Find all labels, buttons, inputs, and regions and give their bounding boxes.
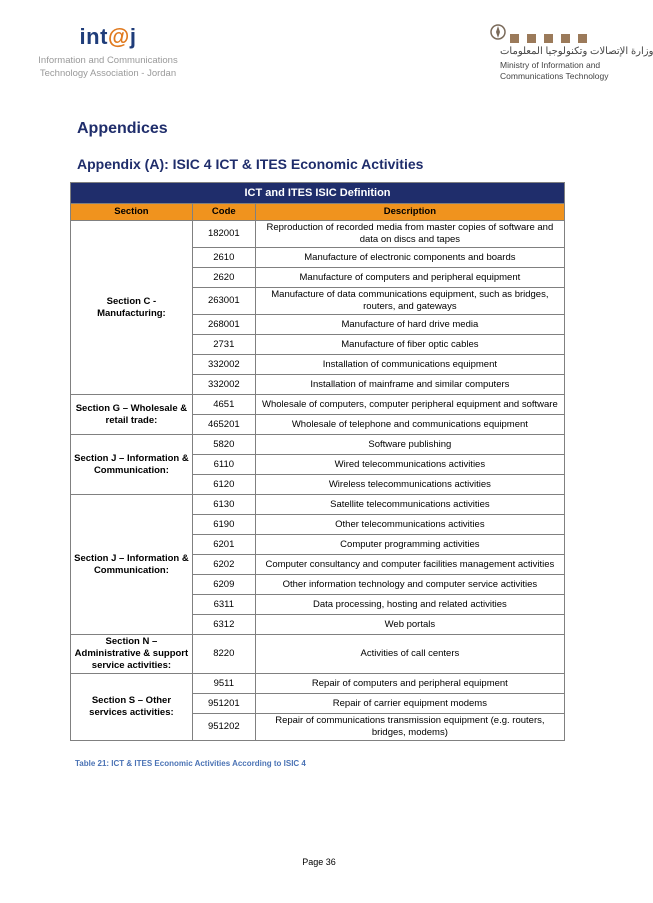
description-cell: Manufacture of computers and peripheral equipment [255,268,564,288]
ministry-name-line-1: Ministry of Information and [500,60,601,70]
code-cell: 8220 [192,635,255,674]
description-cell: Repair of carrier equipment modems [255,694,564,714]
table-row [71,635,565,674]
ministry-name-english [500,60,609,82]
code-cell: 332002 [192,355,255,375]
column-header-code: Code [192,204,255,221]
table-caption: Table 21: ICT & ITES Economic Activities According to ISIC 4 [75,759,306,768]
description-cell: Installation of mainframe and similar computers [255,375,564,395]
description-cell: Computer programming activities [255,535,564,555]
description-cell: Other telecommunications activities [255,515,564,535]
code-cell: 6311 [192,595,255,615]
description-cell: Manufacture of electronic components and boards [255,248,564,268]
table-row [71,674,565,694]
description-cell: Installation of communications equipment [255,355,564,375]
code-cell: 9511 [192,674,255,694]
code-cell: 2620 [192,268,255,288]
code-cell: 4651 [192,395,255,415]
page-title: Appendices [77,120,168,137]
logo-tagline-line-1: Information and Communications [38,55,178,66]
section-cell: Section G – Wholesale & retail trade: [71,395,193,435]
section-cell: Section N – Administrative & support service activities: [71,635,193,674]
table-row [71,435,565,455]
ministry-name-line-2: Communications Technology [500,71,609,81]
table-body [71,221,565,741]
logo-brand-at: @ [107,24,130,49]
code-cell: 263001 [192,288,255,315]
code-cell: 268001 [192,315,255,335]
page-number: Page 36 [302,857,336,867]
ministry-emblem-icon [488,22,508,42]
logo-brand-prefix: int [79,24,108,49]
intaj-logo [18,24,198,80]
description-cell: Web portals [255,615,564,635]
code-cell: 6120 [192,475,255,495]
section-cell: Section C - Manufacturing: [71,221,193,395]
description-cell: Manufacture of data communications equipment, such as bridges, routers, and gateways [255,288,564,315]
logo-brand [18,24,198,50]
code-cell: 6312 [192,615,255,635]
code-cell: 6130 [192,495,255,515]
logo-tagline [18,54,198,80]
table-row [71,395,565,415]
description-cell: Manufacture of hard drive media [255,315,564,335]
code-cell: 5820 [192,435,255,455]
description-cell: Repair of communications transmission equipment (e.g. routers, bridges, modems) [255,714,564,741]
appendix-heading: Appendix (A): ISIC 4 ICT & ITES Economic Activities [77,156,424,172]
description-cell: Wireless telecommunications activities [255,475,564,495]
table-row [71,495,565,515]
code-cell: 951202 [192,714,255,741]
code-cell: 182001 [192,221,255,248]
description-cell: Wholesale of telephone and communications equipment [255,415,564,435]
column-header-description: Description [255,204,564,221]
logo-brand-suffix: j [129,24,137,49]
code-cell: 6190 [192,515,255,535]
description-cell: Repair of computers and peripheral equipment [255,674,564,694]
description-cell: Activities of call centers [255,635,564,674]
description-cell: Satellite telecommunications activities [255,495,564,515]
code-cell: 2731 [192,335,255,355]
code-cell: 6202 [192,555,255,575]
code-cell: 6110 [192,455,255,475]
description-cell: Data processing, hosting and related activities [255,595,564,615]
code-cell: 465201 [192,415,255,435]
description-cell: Other information technology and computer service activities [255,575,564,595]
description-cell: Wired telecommunications activities [255,455,564,475]
section-cell: Section J – Information & Communication: [71,435,193,495]
code-cell: 6209 [192,575,255,595]
description-cell: Manufacture of fiber optic cables [255,335,564,355]
code-cell: 332002 [192,375,255,395]
isic-table [70,182,565,741]
ministry-name-arabic: وزارة الإتصالات وتكنولوجيا المعلومات [500,46,653,57]
code-cell: 6201 [192,535,255,555]
description-cell: Reproduction of recorded media from master copies of software and data on discs and tapes [255,221,564,248]
section-cell: Section J – Information & Communication: [71,495,193,635]
description-cell: Wholesale of computers, computer peripheral equipment and software [255,395,564,415]
column-header-section: Section [71,204,193,221]
description-cell: Computer consultancy and computer facilities management activities [255,555,564,575]
table-title: ICT and ITES ISIC Definition [71,183,565,204]
code-cell: 951201 [192,694,255,714]
code-cell: 2610 [192,248,255,268]
section-cell: Section S – Other services activities: [71,674,193,741]
logo-tagline-line-2: Technology Association - Jordan [39,68,177,79]
table-row [71,221,565,248]
description-cell: Software publishing [255,435,564,455]
